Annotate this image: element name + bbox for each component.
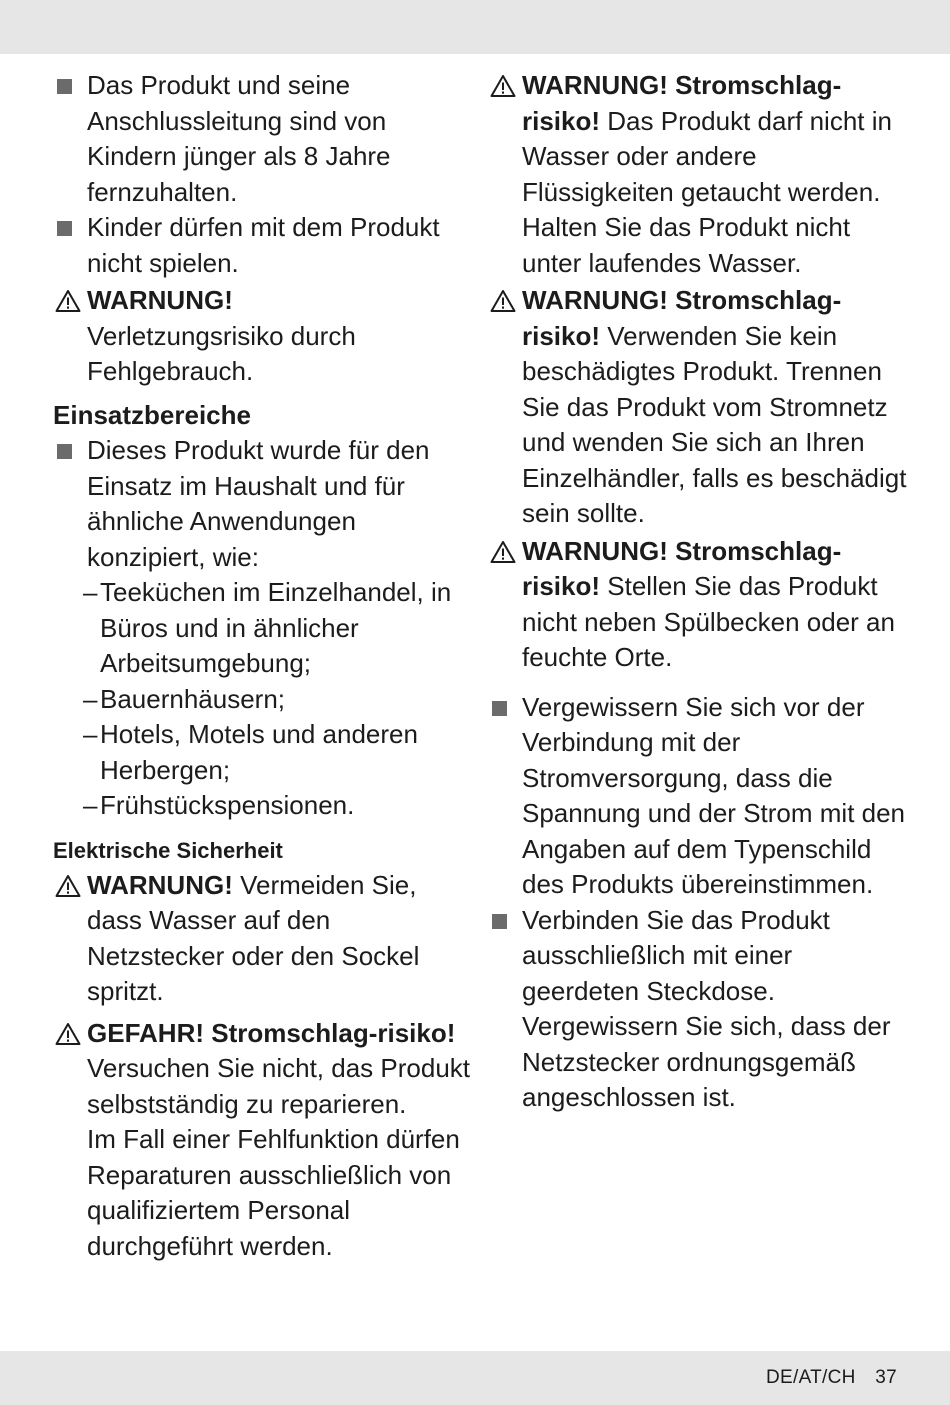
warning-text: Verletzungsrisiko durch Fehlgebrauch.	[87, 320, 356, 386]
dash-marker: –	[83, 577, 98, 607]
danger-text-repair-staff: Im Fall einer Fehlfunktion dürfen Reparaturen ausschließlich von qualifiziertem Personal durchgeführt werden.	[87, 1124, 460, 1261]
section-heading-einsatzbereiche: Einsatzbereiche	[53, 399, 251, 430]
warning-damaged	[488, 283, 908, 532]
danger-label: GEFAHR! Stromschlag-risiko!	[87, 1017, 456, 1048]
header-bar	[0, 0, 950, 54]
warning-label: WARNUNG! Stromschlag-risiko!	[522, 535, 842, 601]
warning-text: Vermeiden Sie, dass Wasser auf den Netzstecker oder den Sockel spritzt.	[87, 869, 420, 1006]
dash-item-text: Frühstückspensionen.	[100, 790, 355, 820]
dash-item-pensionen	[53, 788, 473, 824]
warning-water-plug	[53, 868, 473, 1010]
warning-triangle-icon	[55, 289, 81, 313]
dash-item-hotels	[53, 717, 473, 788]
dash-marker: –	[83, 719, 98, 749]
kinder-fern-text: Das Produkt und seine Anschlussleitung sind von Kindern jünger als 8 Jahre fernzuhalten.	[87, 70, 391, 207]
page-footer	[766, 1367, 897, 1389]
warning-triangle-icon	[55, 874, 81, 898]
warning-text: Stellen Sie das Produkt nicht neben Spülbecken oder an feuchte Orte.	[522, 571, 895, 672]
right-column	[488, 68, 908, 1116]
dash-marker: –	[83, 683, 98, 714]
warning-text: Das Produkt darf nicht in Wasser oder andere Flüssigkeiten getaucht werden. Halten Sie das Produkt nicht unter laufendes Wasser.	[522, 105, 892, 278]
warning-triangle-icon	[55, 1022, 81, 1046]
left-column	[53, 68, 473, 1264]
section-heading-elektrische-sicherheit: Elektrische Sicherheit	[53, 837, 283, 863]
warning-label: WARNUNG!	[87, 869, 233, 900]
warning-immersion	[488, 68, 908, 281]
list-item-steckdose	[488, 903, 908, 1116]
list-item-kinder-fern	[53, 68, 473, 210]
warning-text: Verwenden Sie kein beschädigtes Produkt. Trennen Sie das Produkt vom Stromnetz und wenden Sie sich an Ihren Einzelhändler, falls es beschädigt sein sollte.	[522, 320, 907, 528]
dash-item-text: Hotels, Motels und anderen Herbergen;	[100, 719, 418, 785]
square-bullet-icon	[492, 701, 507, 716]
dash-item-teekuechen	[53, 575, 473, 682]
steckdose-text: Verbinden Sie das Produkt ausschließlich mit einer geerdeten Steckdose. Vergewissern Sie sich, dass der Netzstecker ordnungsgemäß angeschlossen ist.	[522, 904, 891, 1112]
warning-triangle-icon	[490, 74, 516, 98]
square-bullet-icon	[57, 444, 72, 459]
dash-item-bauernhaeuser	[53, 682, 473, 718]
square-bullet-icon	[57, 79, 72, 94]
square-bullet-icon	[492, 914, 507, 929]
warning-triangle-icon	[490, 289, 516, 313]
dash-marker: –	[83, 790, 98, 820]
warning-sink	[488, 534, 908, 676]
spannung-text: Vergewissern Sie sich vor der Verbindung mit der Stromversorgung, dass die Spannung und der Strom mit den Angaben auf dem Typenschild des Produkts übereinstimmen.	[522, 691, 906, 899]
warning-label: WARNUNG!	[87, 285, 233, 315]
danger-repair	[53, 1016, 473, 1265]
dash-item-text: Bauernhäusern;	[100, 683, 286, 714]
warning-triangle-icon	[490, 540, 516, 564]
warning-label: WARNUNG! Stromschlag-risiko!	[522, 70, 842, 136]
einsatz-intro-text: Dieses Produkt wurde für den Einsatz im Haushalt und für ähnliche Anwendungen konzipiert, wie:	[87, 435, 430, 572]
kinder-spielen-text: Kinder dürfen mit dem Produkt nicht spielen.	[87, 212, 440, 278]
warning-label: WARNUNG! Stromschlag-risiko!	[522, 285, 842, 351]
page-number: 37	[875, 1367, 897, 1388]
square-bullet-icon	[57, 221, 72, 236]
list-item-kinder-spielen	[53, 210, 473, 281]
warning-misuse	[53, 283, 473, 390]
dash-item-text: Teeküchen im Einzelhandel, in Büros und in ähnlicher Arbeitsumgebung;	[100, 577, 452, 678]
list-item-einsatz-intro	[53, 433, 473, 575]
danger-text: Versuchen Sie nicht, das Produkt selbstständig zu reparieren.	[87, 1053, 471, 1119]
list-item-spannung	[488, 690, 908, 903]
footer-region: DE/AT/CH	[766, 1367, 856, 1388]
